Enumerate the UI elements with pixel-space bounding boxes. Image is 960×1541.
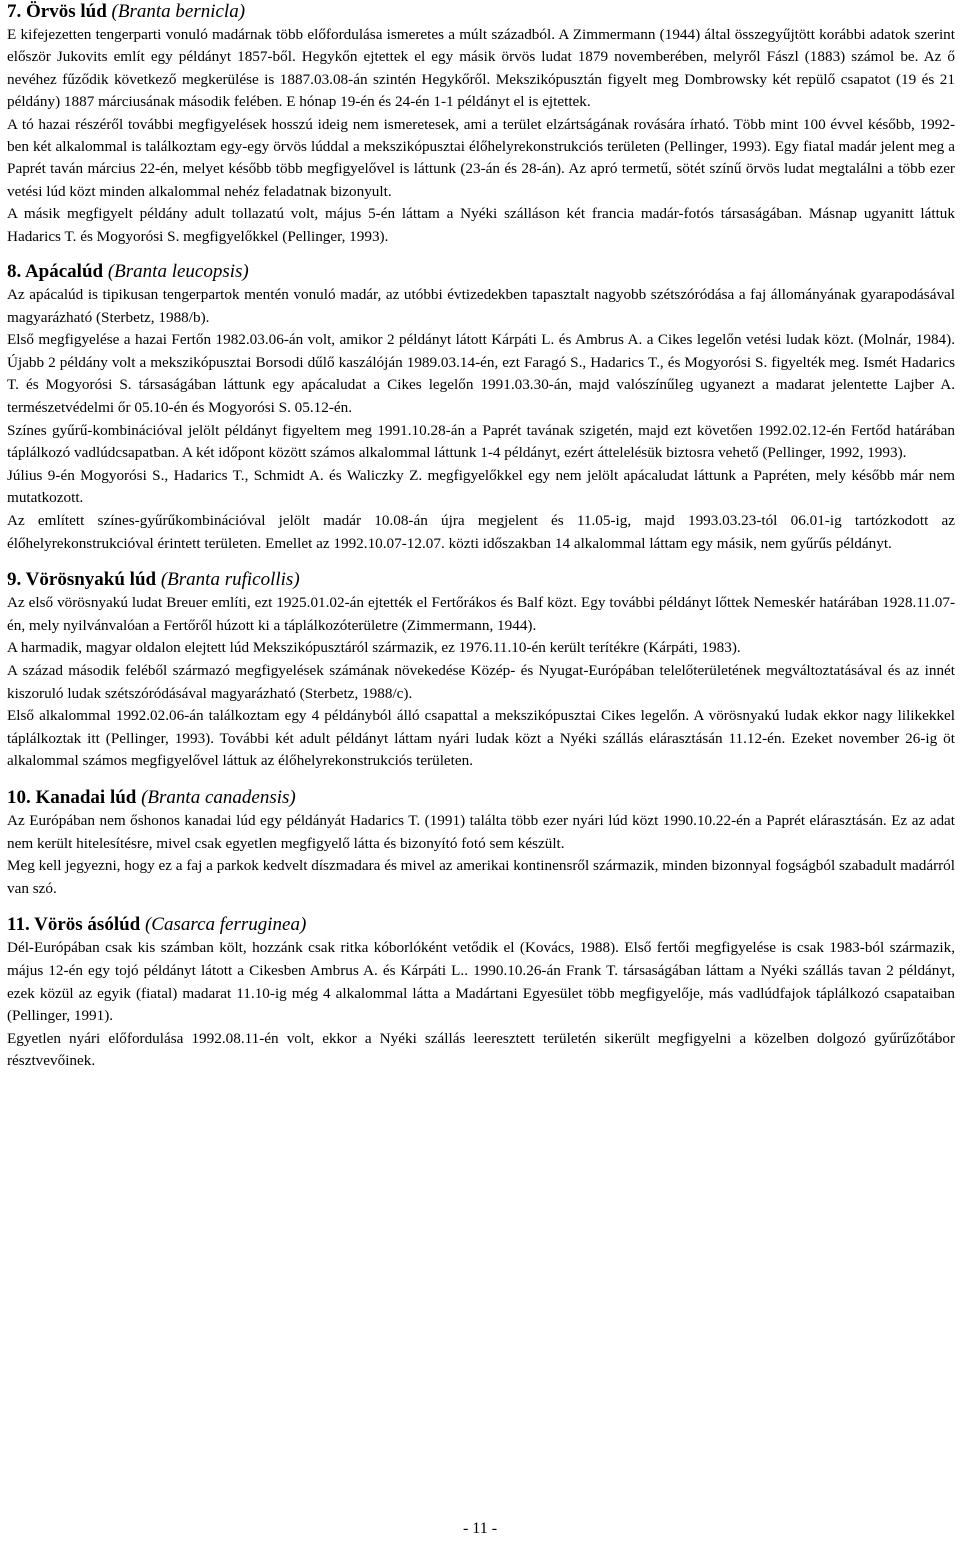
paragraph: A század második feléből származó megfigyelések számának növekedése Közép- és Nyugat-Európában telelőterületének megváltoztatásával és az innét kiszoruló ludak szétszóródásával magyarázható (Sterbetz, 1988/c). — [7, 661, 955, 702]
section-heading — [7, 0, 955, 24]
section-heading — [7, 786, 955, 810]
species-section-10 — [7, 786, 955, 900]
paragraph: A tó hazai részéről további megfigyelések hosszú ideig nem ismeretesek, ami a terület elzártságának rovására írható. Több mint 100 évvel később, 1992-ben két alkalommal is találkoztam egy-egy örvös lúddal a mekszikópusztai élőhelyrekonstrukciós területen (Pellinger, 1993). Egy fiatal madár jelent meg a Paprét taván március 22-én, melyet később több megfigyelővel is láttunk (23-án és 28-án). Az apró termetű, sötét színű örvös ludat megtalálni a több ezer vetési lúd közt minden alkalommal nehéz feladatnak bizonyult. — [7, 115, 955, 200]
section-number: 10. — [7, 786, 31, 808]
paragraph: Az első vörösnyakú ludat Breuer említi, ezt 1925.01.02-án ejtették el Fertőrákos és Balf közt. Egy további példányt lőttek Nemeskér határában 1928.11.07-én, mely nyilvánvalóan a Fertőről húzott ki a táplálkozóterületre (Zimmermann, 1944). — [7, 594, 955, 634]
section-gap — [7, 773, 955, 786]
species-name: Vörösnyakú lúd — [25, 569, 157, 591]
paragraph: A másik megfigyelt példány adult tollazatú volt, május 5-én láttam a Nyéki szálláson két francia madár-fotós társaságában. Másnap ugyanitt láttuk Hadarics T. és Mogyorósi S. megfigyelőkkel (Pellinger, 1993). — [7, 205, 955, 245]
section-gap — [7, 248, 955, 260]
species-section-8 — [7, 260, 955, 555]
section-heading — [7, 568, 955, 592]
paragraph: Első alkalommal 1992.02.06-án találkoztam egy 4 példányból álló csapattal a mekszikópusztai Cikes legelőn. A vörösnyakú ludak ekkor nagy lilikekkel táplálkoztak itt (Pellinger, 1993). További két adult példányt láttam nyári ludak közt a Nyéki szállás elárasztásán 11.12-én. Ezeket november 26-ig öt alkalommal számos megfigyelővel láttuk az élőhelyrekonstrukciós területen. — [7, 707, 955, 770]
paragraph: Az Európában nem őshonos kanadai lúd egy példányát Hadarics T. (1991) találta több ezer nyári lúd közt 1990.10.22-én a Paprét elárasztásán. Ez az adat nem került hitelesítésre, mivel csak egyetlen megfigyelő látta és bizonyító fotó sem készült. — [7, 811, 955, 852]
scientific-name: (Casarca ferruginea) — [144, 914, 307, 936]
section-gap — [7, 555, 955, 568]
paragraph: A harmadik, magyar oldalon elejtett lúd Mekszikópusztáról származik, ez 1976.11.10-én került terítékre (Kárpáti, 1983). — [7, 639, 741, 657]
section-number: 9. — [7, 569, 22, 591]
section-heading — [7, 260, 955, 284]
paragraph: E kifejezetten tengerparti vonuló madárnak több előfordulása ismeretes a múlt századból. A Zimmermann (1944) által összegyűjtött korábbi adatok szerint először Jukovits említ egy példányt 1857-ből. Hegykőn ejtettek el egy másik örvös ludat 1879 novemberében, melyről Fászl (1883) számol be. Az ő nevéhez fűződik következő megkerülése is 1887.03.08-án szintén Hegykőről. Mekszikópusztán figyelt meg Dombrowsky két repülő csapatot (19 és 21 példány) 1887 márciusának második felében. E hónap 19-én és 24-én 1-1 példányt el is ejtettek. — [7, 26, 955, 111]
paragraph: Egyetlen nyári előfordulása 1992.08.11-én volt, ekkor a Nyéki szállás leeresztett területén sikerült megfigyelni a közelben dolgozó gyűrűzőtábor résztvevőinek. — [7, 1029, 955, 1070]
scientific-name: (Branta bernicla) — [111, 1, 246, 22]
section-number: 11. — [7, 914, 30, 936]
document-body — [7, 0, 955, 1073]
species-name: Vörös ásólúd — [34, 914, 141, 936]
paragraph: Július 9-én Mogyorósi S., Hadarics T., Schmidt A. és Waliczky Z. megfigyelőkkel egy nem jelölt apácaludat láttunk a Papréten, mely később már nem mutatkozott. — [7, 466, 955, 507]
paragraph: Meg kell jegyezni, hogy ez a faj a parkok kedvelt díszmadara és mivel az amerikai kontinensről származik, minden bizonnyal fogságból szabadult madárról van szó. — [7, 857, 955, 897]
section-number: 8. — [7, 261, 22, 283]
scientific-name: (Branta ruficollis) — [160, 569, 300, 591]
species-name: Kanadai lúd — [35, 786, 137, 808]
section-heading — [7, 913, 955, 937]
species-section-11 — [7, 913, 955, 1073]
species-section-9 — [7, 568, 955, 773]
section-gap — [7, 900, 955, 913]
species-name: Örvös lúd — [26, 1, 107, 22]
page-number: - 11 - — [462, 1520, 498, 1537]
paragraph: Színes gyűrű-kombinációval jelölt példányt figyeltem meg 1991.10.28-án a Paprét tavának szigetén, majd ezt követően 1992.02.12-én Fertőd határában táplálkozó vadlúdcsapatban. A két időpont között számos alkalommal láttunk 1-4 példányt, ezért áttelelésük biztosra vehető (Pellinger, 1992, 1993). — [7, 421, 955, 462]
paragraph: Az apácalúd is tipikusan tengerpartok mentén vonuló madár, az utóbbi évtizedekben tapasztalt nagyobb szétszóródása a faj állományának gyarapodásával magyarázható (Sterbetz, 1988/b). — [7, 286, 955, 326]
paragraph: Első megfigyelése a hazai Fertőn 1982.03.06-án volt, amikor 2 példányt látott Kárpáti L. és Ambrus A. a Cikes legelőn vetési ludak közt. (Molnár, 1984). Újabb 2 példány volt a mekszikópusztai Borsodi dűlő kaszálóján 1989.03.14-én, ezt Faragó S., Hadarics T., és Mogyorósi S. figyelték meg. Ismét Hadarics T. és Mogyorósi S. társaságában láttunk egy apácaludat a Cikes legelőn 1991.03.30-án, majd valószínűleg ugyanezt a madarat jelentette Lajber A. természetvédelmi őr 05.10-én és Mogyorósi S. 05.12-én. — [7, 331, 955, 417]
species-section-7 — [7, 0, 955, 248]
section-number: 7. — [7, 1, 22, 22]
species-name: Apácalúd — [24, 261, 104, 283]
scientific-name: (Branta leucopsis) — [107, 261, 249, 283]
paragraph: Dél-Európában csak kis számban költ, hozzánk csak ritka kóborlóként vetődik el (Kovács, 1988). Első fertői megfigyelése is csak 1983-ból származik, május 12-én egy tojó példányt látott a Cikesben Ambrus A. és Kárpáti L.. 1990.10.26-án Frank T. társaságában láttam a Nyéki szállás tavan 2 példányt, ezek közül az egyik (fiatal) madarat 11.10-ig még 4 alkalommal látta a Madártani Egyesület több megfigyelője, más vadlúdfajok táplálkozó csapataiban (Pellinger, 1991). — [7, 939, 955, 1025]
scientific-name: (Branta canadensis) — [141, 786, 296, 808]
paragraph: Az említett színes-gyűrűkombinációval jelölt madár 10.08-án újra megjelent és 11.05-ig, majd 1993.03.23-tól 06.01-ig tartózkodott az élőhelyrekonstrukcióval érintett területen. Emellet az 1992.10.07-12.07. közti időszakban 14 alkalommal láttam egy másik, nem gyűrűs példányt. — [7, 512, 955, 552]
